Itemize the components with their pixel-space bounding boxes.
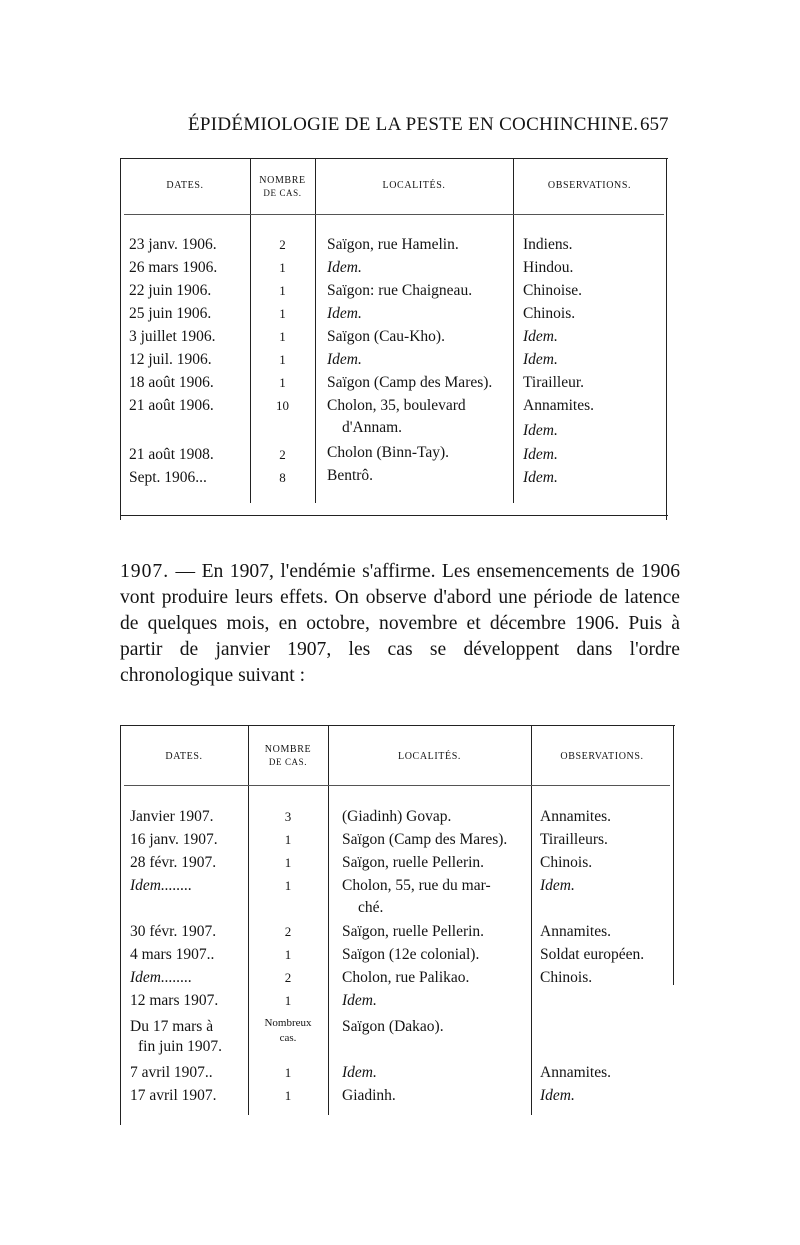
table-cell-cases: 2 <box>279 237 286 252</box>
table-cell-cases: 3 <box>284 809 292 824</box>
table-cell-date: 23 janv. 1906. <box>129 236 217 253</box>
table-cell-date: 22 juin 1906. <box>129 282 212 299</box>
table-cell-observation: Hindou. <box>523 259 574 276</box>
table-cell-date: 4 mars 1907.. <box>130 946 215 963</box>
column-rule <box>315 158 316 503</box>
table-left-rule <box>120 158 121 520</box>
table-cell-cases: 2 <box>284 924 292 939</box>
table-cell-cases: Nombreux <box>264 1017 312 1029</box>
table-cell-date: Du 17 mars à <box>130 1018 214 1035</box>
table-cell-locality: Saïgon (Cau-Kho). <box>327 328 445 345</box>
table-cell-cases: 1 <box>284 993 292 1008</box>
cases-table-1907 <box>120 725 675 1125</box>
table-left-rule <box>120 725 121 1125</box>
table-cell-observation: Annamites. <box>540 923 612 940</box>
table-bottom-rule <box>120 515 668 516</box>
table-cell-date: 18 août 1906. <box>129 374 214 391</box>
column-header-cases-line1: NOMBRE <box>264 744 312 755</box>
table-top-rule <box>120 158 668 159</box>
table-cell-cases: 1 <box>279 260 286 275</box>
column-rule <box>513 158 514 503</box>
table-cell-date: 3 juillet 1906. <box>129 328 216 345</box>
table-cell-date: Sept. 1906... <box>129 469 207 486</box>
table-cell-locality: (Giadinh) Govap. <box>342 808 452 825</box>
table-cell-observation: Soldat européen. <box>540 946 645 963</box>
table-cell-observation: Idem. <box>523 422 558 439</box>
table-cell-date: 12 juil. 1906. <box>129 351 212 368</box>
table-cell-observation: Idem. <box>523 469 558 486</box>
table-cell-date: Janvier 1907. <box>130 808 214 825</box>
table-cell-cases: 1 <box>284 1065 292 1080</box>
column-header-localities: LOCALITÉS. <box>398 751 461 762</box>
table-cell-observation: Chinois. <box>540 854 593 871</box>
table-cell-cases: 1 <box>279 375 286 390</box>
table-right-rule <box>666 158 667 520</box>
table-cell-locality: Idem. <box>342 992 377 1009</box>
table-cell-date: 16 janv. 1907. <box>130 831 218 848</box>
table-cell-locality: Cholon, rue Palikao. <box>342 969 470 986</box>
column-header-cases <box>248 744 328 768</box>
table-cell-locality: Idem. <box>327 305 362 322</box>
table-cell-cases: 1 <box>279 283 286 298</box>
page-number: 657 <box>640 114 669 135</box>
table-cell-observation: Annamites. <box>540 808 612 825</box>
table-cell-cases: 2 <box>284 970 292 985</box>
table-cell-locality: Idem. <box>342 1064 377 1081</box>
header-rule <box>124 214 664 215</box>
column-rule <box>531 725 532 1115</box>
table-cell-locality: Saïgon, ruelle Pellerin. <box>342 923 485 940</box>
running-title: ÉPIDÉMIOLOGIE DE LA PESTE EN COCHINCHINE. <box>188 114 639 135</box>
table-cell-cases: 1 <box>284 855 292 870</box>
table-cell-cases: 1 <box>279 329 286 344</box>
table-cell-observation: Chinois. <box>540 969 593 986</box>
table-cell-cases: 1 <box>284 947 292 962</box>
column-header-dates: DATES. <box>166 180 204 191</box>
table-cell-observation: Idem. <box>540 877 575 894</box>
table-cell-observation: Annamites. <box>540 1064 612 1081</box>
table-cell-cases: 1 <box>279 306 286 321</box>
table-top-rule <box>120 725 675 726</box>
table-cell-date: 26 mars 1906. <box>129 259 218 276</box>
table-cell-locality: Idem. <box>327 351 362 368</box>
column-header-cases-line2: DE CAS. <box>268 757 308 767</box>
table-cell-locality: Saïgon (12e colonial). <box>342 946 480 963</box>
table-cell-locality: Bentrô. <box>327 467 374 484</box>
table-cell-observation: Annamites. <box>523 397 595 414</box>
table-cell-locality: Saïgon: rue Chaigneau. <box>327 282 473 299</box>
running-header <box>0 114 800 144</box>
cases-table-1906 <box>120 158 668 520</box>
table-cell-date: 28 févr. 1907. <box>130 854 217 871</box>
table-cell-cases: 8 <box>279 470 286 485</box>
column-rule <box>328 725 329 1115</box>
table-cell-observation: Chinois. <box>523 305 576 322</box>
table-cell-observation: Indiens. <box>523 236 573 253</box>
table-cell-locality: Saïgon (Camp des Mares). <box>342 831 508 848</box>
table-cell-date: Idem........ <box>130 877 192 894</box>
table-cell-cases: 1 <box>284 832 292 847</box>
table-cell-locality: Cholon (Binn-Tay). <box>327 444 450 461</box>
table-cell-observation: Idem. <box>523 446 558 463</box>
table-cell-observation: Tirailleur. <box>523 374 585 391</box>
column-rule <box>248 725 249 1115</box>
table-cell-cases: 1 <box>284 878 292 893</box>
table-cell-date: 12 mars 1907. <box>130 992 219 1009</box>
column-header-observations: OBSERVATIONS. <box>547 180 632 191</box>
table-cell-date: Idem........ <box>130 969 192 986</box>
table-cell-date: 30 févr. 1907. <box>130 923 217 940</box>
table-right-rule <box>673 725 674 985</box>
column-header-dates: DATES. <box>165 751 203 762</box>
column-header-localities: LOCALITÉS. <box>382 180 446 191</box>
table-cell-date: 25 juin 1906. <box>129 305 212 322</box>
table-cell-observation: Idem. <box>523 328 558 345</box>
header-rule <box>124 785 670 786</box>
column-header-observations: OBSERVATIONS. <box>560 751 644 762</box>
table-cell-locality: Giadinh. <box>342 1087 396 1104</box>
table-cell-locality: Saïgon, ruelle Pellerin. <box>342 854 485 871</box>
table-cell-cases-continued: cas. <box>279 1032 297 1044</box>
table-cell-locality-continued: ché. <box>358 899 384 916</box>
table-cell-locality-continued: d'Annam. <box>342 419 403 436</box>
column-header-cases <box>250 175 315 199</box>
table-cell-observation: Chinoise. <box>523 282 582 299</box>
table-cell-date: 21 août 1906. <box>129 397 214 414</box>
table-cell-cases: 10 <box>276 398 289 413</box>
paragraph-text: — En 1907, l'endémie s'affirme. Les ensemencements de 1906 vont produire leurs effets. On observe d'abord une période de latence de quelques mois, en octobre, novembre et décembre 1906. Puis à partir de janvier 1907, les cas se développent dans l'ordre chronologique suivant : <box>120 561 680 686</box>
table-cell-date: 7 avril 1907.. <box>130 1064 213 1081</box>
table-cell-observation: Tirailleurs. <box>540 831 608 848</box>
table-cell-date: 21 août 1908. <box>129 446 214 463</box>
table-cell-cases: 1 <box>279 352 286 367</box>
table-cell-observation: Idem. <box>540 1087 575 1104</box>
table-cell-date: 17 avril 1907. <box>130 1087 217 1104</box>
table-cell-cases: 2 <box>279 447 286 462</box>
table-cell-locality: Saïgon, rue Hamelin. <box>327 236 459 253</box>
table-cell-locality: Saïgon (Camp des Mares). <box>327 374 493 391</box>
table-cell-locality: Cholon, 35, boulevard <box>327 397 466 414</box>
table-cell-cases: 1 <box>284 1088 292 1103</box>
table-cell-locality: Saïgon (Dakao). <box>342 1018 444 1035</box>
column-header-cases-line2: DE CAS. <box>263 188 302 198</box>
table-cell-locality: Idem. <box>327 259 362 276</box>
body-paragraph <box>120 559 680 689</box>
table-cell-locality: Cholon, 55, rue du mar- <box>342 877 491 894</box>
table-cell-observation: Idem. <box>523 351 558 368</box>
column-header-cases-line1: NOMBRE <box>259 175 306 186</box>
paragraph-year-label: 1907. <box>120 561 170 582</box>
table-cell-date-continued: fin juin 1907. <box>138 1038 222 1055</box>
